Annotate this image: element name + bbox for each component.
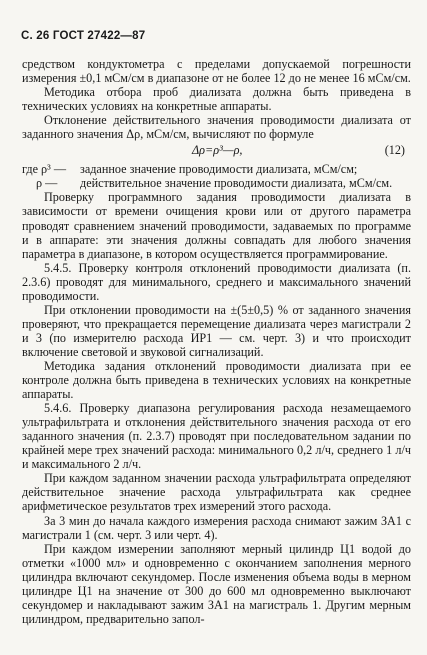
- formula-expression: Δρ=ρ³—ρ,: [192, 143, 243, 158]
- paragraph-conductometer: средством кондуктометра с пределами допускаемой погрешности измерения ±0,1 мСм/см в диапазоне от не более 12 до не менее 16 мСм/см.: [22, 57, 411, 86]
- legend-symbol-set: где ρ³ —: [22, 162, 67, 177]
- paragraph-program-check: Проверку программного задания проводимости диализата в зависимости от времени очищения крови или от другого параметра проводят сравнением значений проводимости, задаваемых по программе и в аппарате: эти значения должны совпадать для любого значения параметра в диапазоне, в котором осуществляется программирование.: [22, 190, 411, 261]
- paragraph-clamp-removal: За 3 мин до начала каждого измерения расхода снимают зажим ЗА1 с магистрали 1 (см. черт. 3 или черт. 4).: [22, 513, 411, 542]
- legend-desc-set: заданное значение проводимости диализата, мСм/см;: [80, 162, 358, 177]
- paragraph-deviation-check: При отклонении проводимости на ±(5±0,5) % от заданного значения проверяют, что прекращается перемещение диализата через магистрали 2 и 3 (по измерителю расхода ИР1 — см. черт. 3) и что происходит включение световой и звуковой сигнализаций.: [22, 302, 411, 359]
- legend-symbol-actual: ρ —: [36, 176, 58, 191]
- paragraph-5-4-6: 5.4.6. Проверку диапазона регулирования расхода незамещаемого ультрафильтрата и отклонения действительного значения расхода от его заданного значения (п. 2.3.7) проводят при последовательном задании по крайней мере трех значений расхода: минимального 0,2 л/ч, среднего 1 л/ч и максимального 2 л/ч.: [22, 401, 411, 472]
- page-header: С. 26 ГОСТ 27422—87: [21, 30, 146, 42]
- paragraph-deviation-method: Методика задания отклонений проводимости диализата при ее контроле должна быть приведена в технических условиях на конкретные аппараты.: [22, 358, 411, 402]
- equation-number: (12): [384, 143, 405, 158]
- paragraph-cylinder-measurement: При каждом измерении заполняют мерный цилиндр Ц1 водой до отметки «1000 мл» и одновременно с окончанием заполнения мерного цилиндра включают секундомер. После изменения объема воды в мерном цилиндре Ц1 на значение от 300 до 600 мл одновременно выключают секундомер и накладывают зажим ЗА1 на магистраль 1. Другим мерным цилиндром, предварительно запол-: [22, 541, 411, 626]
- formula-row: [22, 143, 411, 158]
- paragraph-5-4-5: 5.4.5. Проверку контроля отклонений проводимости диализата (п. 2.3.6) проводят для минимального, среднего и максимального значений проводимости.: [22, 260, 411, 303]
- paragraph-flow-average: При каждом заданном значении расхода ультрафильтрата определяют действительное значение расхода ультрафильтрата как среднее арифметическое результатов трех измерений этого расхода.: [22, 471, 411, 514]
- legend-desc-actual: действительное значение проводимости диализата, мСм/см.: [80, 176, 393, 191]
- formula-legend: [22, 162, 411, 190]
- paragraph-sampling-method: Методика отбора проб диализата должна быть приведена в технических условиях на конкретные аппараты.: [22, 85, 411, 114]
- paragraph-deviation-intro: Отклонение действительного значения проводимости диализата от заданного значения Δρ, мСм/см, вычисляют по формуле: [22, 113, 411, 142]
